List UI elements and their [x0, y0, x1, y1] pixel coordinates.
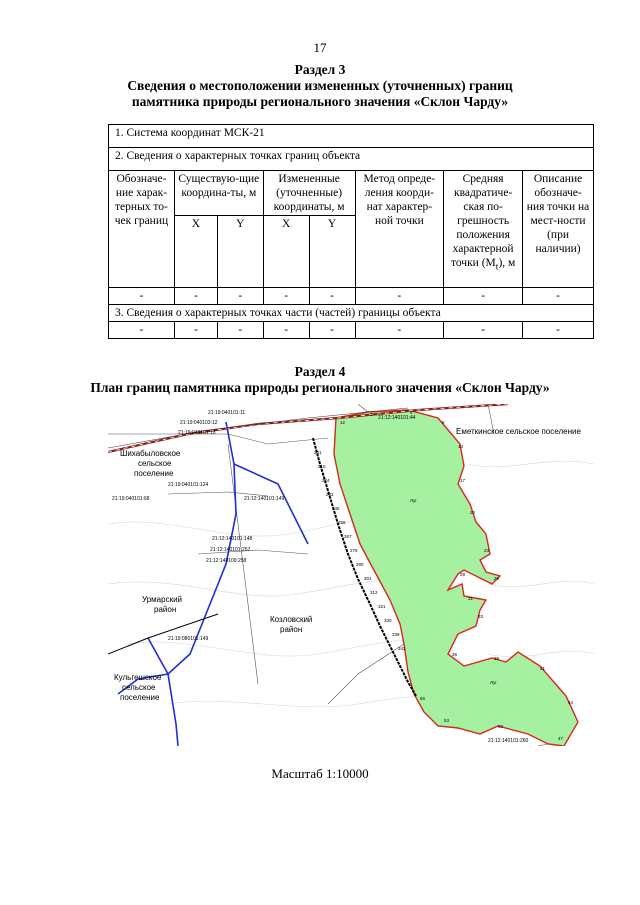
dash-cell: -	[523, 288, 594, 305]
svg-text:258: 258	[338, 520, 346, 525]
header-description: Описание обозначе-ния точки на мест-ности (при наличии)	[523, 171, 594, 288]
header-designation: Обозначе-ние харак-терных то-чек границ	[109, 171, 175, 288]
svg-text:47: 47	[558, 736, 564, 741]
section4-title: План границ памятника природы регионального значения «Склон Чарду»	[90, 380, 550, 395]
svg-text:301: 301	[364, 576, 372, 581]
label-urmarsky-1: Урмарский	[142, 595, 183, 604]
dash-cell: -	[217, 288, 263, 305]
section3-title-line2: памятника природы регионального значения «Склон Чарду»	[131, 94, 509, 109]
label-emetkinskoe: Еметкинское сельское поселение	[456, 427, 581, 436]
header-error-sub: t	[495, 261, 499, 273]
svg-text:Луг: Луг	[410, 498, 417, 503]
svg-text:23: 23	[484, 548, 490, 553]
svg-text:201: 201	[314, 450, 322, 455]
cadastral-label: 21:12:140101:44	[378, 415, 416, 421]
page-number: 17	[313, 40, 327, 55]
cadastral-label: 21:12:140101:260	[488, 738, 529, 744]
section3-heading: Раздел 3	[294, 62, 346, 77]
dash-cell: -	[109, 322, 175, 339]
header-changed-y: Y	[309, 216, 355, 288]
cadastral-label: 21:19:040101:124	[168, 482, 209, 488]
label-shikhabylovskoe-3: поселение	[134, 469, 174, 478]
header-existing: Существую-щие координа-ты, м	[174, 171, 263, 216]
coordinate-system-row: 1. Система координат МСК-21	[109, 125, 594, 148]
svg-text:3: 3	[370, 412, 373, 417]
header-changed-x: X	[263, 216, 309, 288]
cadastral-label: 21:12:140109:258	[206, 558, 247, 564]
dash-cell: -	[523, 322, 594, 339]
section3-title-line1: Сведения о местоположении измененных (уточненных) границ	[127, 78, 513, 93]
svg-text:224: 224	[322, 478, 330, 483]
label-kozlovsky-1: Козловский	[270, 615, 313, 624]
dash-cell: -	[109, 288, 175, 305]
header-existing-x: X	[174, 216, 217, 288]
svg-text:41: 41	[540, 666, 546, 671]
svg-text:233: 233	[326, 492, 334, 497]
road	[108, 614, 218, 654]
part-points-row: 3. Сведения о характерных точках части (частей) границы объекта	[109, 305, 594, 322]
map-svg	[108, 404, 594, 746]
header-error-tail: ), м	[498, 257, 516, 269]
dash-cell: -	[444, 322, 523, 339]
label-kulgeshskoe-3: поселение	[120, 693, 160, 702]
boundary-map	[108, 404, 594, 746]
svg-text:342: 342	[398, 646, 406, 651]
header-error	[444, 171, 523, 288]
svg-text:Луг: Луг	[490, 680, 497, 685]
cadastral-label: 21:19:040101:11	[208, 410, 246, 416]
section4-heading: Раздел 4	[294, 364, 346, 379]
dash-cell: -	[263, 288, 309, 305]
label-kozlovsky-2: район	[280, 625, 303, 634]
header-error-text: Средняя квадратиче-ская по-грешность положения характерной точки (M	[450, 173, 514, 269]
svg-text:36: 36	[452, 652, 458, 657]
cadastral-label: 21:12:140101:148	[212, 536, 253, 542]
cadastral-label: 21:12:140101:257	[210, 547, 251, 553]
svg-text:330: 330	[384, 618, 392, 623]
svg-text:29: 29	[460, 572, 466, 577]
svg-text:17: 17	[460, 478, 466, 483]
dash-cell: -	[355, 288, 444, 305]
svg-text:20: 20	[470, 510, 476, 515]
cadastral-label: 21:19:040101:13	[178, 430, 216, 436]
label-shikhabylovskoe-1: Шихабыловское	[120, 449, 181, 458]
svg-text:321: 321	[378, 604, 386, 609]
header-method: Метод опреде-ления коорди-нат характер-ной точки	[355, 171, 444, 288]
svg-text:312: 312	[370, 590, 378, 595]
svg-text:39: 39	[494, 656, 500, 661]
svg-text:5: 5	[410, 410, 413, 415]
cadastral-label: 21:19:040101:68	[112, 496, 150, 502]
svg-text:12: 12	[340, 420, 346, 425]
header-changed: Измененные (уточненные) координаты, м	[263, 171, 355, 216]
cadastral-label: 21:12:140101:149	[244, 496, 285, 502]
svg-text:53: 53	[444, 718, 450, 723]
svg-text:210: 210	[318, 464, 326, 469]
svg-text:290: 290	[356, 562, 364, 567]
header-existing-y: Y	[217, 216, 263, 288]
dash-cell: -	[217, 322, 263, 339]
svg-text:14: 14	[458, 444, 464, 449]
map-scale: Масштаб 1:10000	[271, 766, 369, 781]
svg-text:267: 267	[344, 534, 352, 539]
cadastral-label: 21:19:080101:149	[168, 636, 209, 642]
dash-cell: -	[263, 322, 309, 339]
dash-cell: -	[444, 288, 523, 305]
svg-text:246: 246	[332, 506, 340, 511]
svg-text:31: 31	[468, 596, 474, 601]
dash-cell: -	[174, 288, 217, 305]
svg-text:339: 339	[392, 632, 400, 637]
label-kulgeshskoe-2: сельское	[122, 683, 156, 692]
svg-text:50: 50	[498, 724, 504, 729]
dash-cell: -	[174, 322, 217, 339]
svg-text:279: 279	[350, 548, 358, 553]
svg-text:26: 26	[494, 576, 500, 581]
coordinates-table	[108, 124, 594, 339]
svg-text:44: 44	[568, 700, 574, 705]
boundary-points-row: 2. Сведения о характерных точках границ объекта	[109, 148, 594, 171]
dash-cell: -	[355, 322, 444, 339]
label-kulgeshskoe-1: Кульгешское	[114, 673, 162, 682]
svg-text:56: 56	[420, 696, 426, 701]
cadastral-label: 21:19:040103:12	[180, 420, 218, 426]
svg-text:33: 33	[478, 614, 484, 619]
svg-text:8: 8	[442, 420, 445, 425]
label-urmarsky-2: район	[154, 605, 177, 614]
label-shikhabylovskoe-2: сельское	[138, 459, 172, 468]
dash-cell: -	[309, 322, 355, 339]
dash-cell: -	[309, 288, 355, 305]
